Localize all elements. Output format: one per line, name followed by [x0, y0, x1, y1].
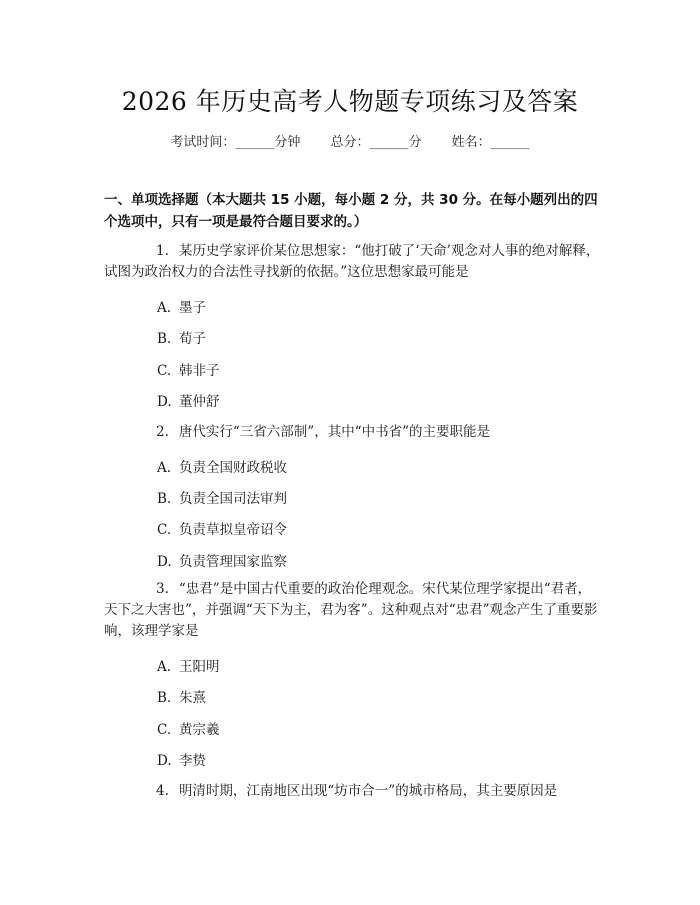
option-text: 负责草拟皇帝诏令: [179, 522, 287, 538]
option-text: 荀子: [179, 331, 206, 347]
question-3-stem: [104, 579, 600, 642]
student-name-field: 姓名：______: [451, 135, 530, 150]
question-1-option-d: [157, 390, 220, 410]
question-number: 2.: [156, 424, 169, 440]
question-3-option-c: [157, 718, 220, 738]
option-letter: C.: [157, 522, 172, 538]
exam-info-row: [0, 131, 700, 150]
question-number: 1.: [156, 243, 169, 259]
option-letter: C.: [157, 363, 172, 379]
option-text: 负责管理国家监察: [179, 554, 287, 570]
option-text: 董仲舒: [179, 394, 220, 410]
question-1-option-a: [157, 296, 206, 316]
option-letter: C.: [157, 722, 172, 738]
exam-time-field: 考试时间：______分钟: [170, 135, 301, 150]
option-text: 负责全国财政税收: [179, 460, 287, 476]
question-1-option-b: [157, 327, 206, 347]
question-2-option-c: [157, 518, 287, 538]
question-3-option-b: [157, 686, 206, 706]
question-text: “忠君”是中国古代重要的政治伦理观念。宋代某位理学家提出“君者，天下之大害也”，并强调“天下为主，君为客”。这种观点对“忠君”观念产生了重要影响，该理学家是: [104, 581, 598, 639]
option-letter: A.: [157, 460, 172, 476]
page-title: 2026 年历史高考人物题专项练习及答案: [121, 87, 579, 116]
question-2-option-a: [157, 456, 287, 476]
question-number: 4.: [156, 783, 169, 799]
question-2-option-b: [157, 487, 287, 507]
question-number: 3.: [156, 581, 169, 597]
question-text: 某历史学家评价某位思想家：“他打破了‘天命’观念对人事的绝对解释，试图为政治权力的合法性寻找新的依据。”这位思想家最可能是: [104, 243, 600, 280]
question-2-stem: [104, 422, 600, 443]
total-score-field: 总分：______分: [330, 135, 422, 150]
option-text: 朱熹: [179, 690, 206, 706]
option-text: 负责全国司法审判: [179, 491, 287, 507]
question-1-stem: [104, 241, 600, 283]
question-text: 明清时期，江南地区出现“坊市合一”的城市格局，其主要原因是: [178, 783, 558, 799]
option-text: 韩非子: [179, 363, 220, 379]
option-letter: B.: [157, 331, 172, 347]
option-letter: A.: [157, 300, 172, 316]
question-3-option-d: [157, 749, 206, 769]
option-letter: B.: [157, 690, 172, 706]
question-2-option-d: [157, 550, 287, 570]
section-heading: 一、单项选择题（本大题共 15 小题，每小题 2 分，共 30 分。在每小题列出的四个选项中，只有一项是最符合题目要求的。）: [104, 192, 598, 230]
option-letter: D.: [157, 753, 172, 769]
option-text: 黄宗羲: [179, 722, 220, 738]
option-letter: A.: [157, 659, 172, 675]
option-letter: D.: [157, 554, 172, 570]
option-text: 墨子: [179, 300, 206, 316]
question-1-option-c: [157, 359, 220, 379]
question-3-option-a: [157, 655, 220, 675]
option-text: 李贽: [179, 753, 206, 769]
question-4-stem: [104, 781, 600, 802]
question-text: 唐代实行“三省六部制”，其中“中书省”的主要职能是: [178, 424, 490, 440]
option-letter: B.: [157, 491, 172, 507]
option-letter: D.: [157, 394, 172, 410]
option-text: 王阳明: [179, 659, 220, 675]
